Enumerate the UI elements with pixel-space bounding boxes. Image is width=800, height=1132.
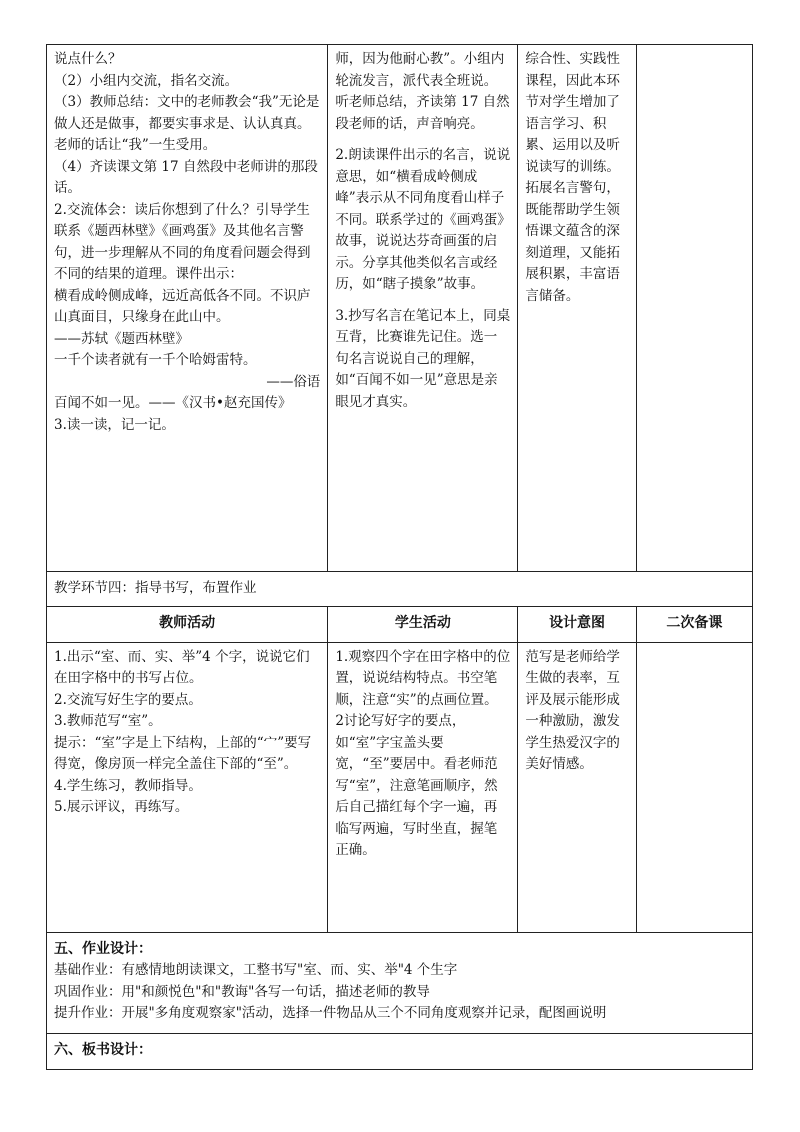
intent-text: 范写是老师给学生做的表率，互评及展示能形成一种激励，激发学生热爱汉字的美好情感。 — [525, 648, 620, 772]
student-text: 3.抄写名言在笔记本上，同桌互背，比赛谁先记住。选一句名言说说自己的理解，如“百闻不如一见”意思是亲眼见才真实。 — [335, 307, 511, 410]
teacher-text: 4.学生练习，教师指导。 — [54, 777, 202, 794]
table-header-row — [47, 606, 753, 642]
teacher-text: 5.展示评议，再练写。 — [54, 799, 189, 815]
header-teacher: 教师活动 — [47, 606, 328, 642]
design-intent-cell — [518, 45, 636, 572]
board-design-title: 六、板书设计： — [54, 1041, 152, 1058]
board-design-row — [47, 1033, 753, 1070]
student-text: 1.观察四个字在田字格中的位置，说说结构特点。书空笔顺，注意“实”的点画位置。 — [335, 648, 511, 708]
homework-basic: 基础作业：有感情地朗读课文，工整书写"室、而、实、举"4 个生字 — [54, 962, 458, 978]
student-activity-cell — [328, 642, 518, 932]
homework-consolidate: 巩固作业：用"和颜悦色"和"教诲"各写一句话，描述老师的教导 — [54, 983, 430, 1000]
teacher-text: 3.读一读，记一记。 — [54, 416, 175, 433]
student-activity-cell — [328, 45, 518, 572]
section-three-continued-row — [47, 45, 753, 572]
header-student: 学生活动 — [328, 606, 518, 642]
second-prep-cell — [636, 642, 752, 932]
teacher-activity-cell — [47, 642, 328, 932]
lesson-plan-table — [46, 44, 753, 1070]
header-intent: 设计意图 — [518, 606, 636, 642]
section-four-title-row — [47, 572, 753, 607]
homework-row — [47, 932, 753, 1033]
teacher-text: 2.交流写好生字的要点。 — [54, 691, 202, 708]
teacher-text: 2.交流体会：读后你想到了什么？引导学生联系《题西林壁》《画鸡蛋》及其他名言警句，进一步理解从不同的角度看问题会得到不同的结果的道理。课件出示： — [54, 201, 311, 282]
teacher-activity-cell — [47, 45, 328, 572]
student-text: 2.朗读课件出示的名言，说说意思，如“横看成岭侧成峰”表示从不同角度看山样子不同。联系学过的《画鸡蛋》故事，说说达芬奇画蛋的启示。分享其他类似名言或经历，如“瞎子摸象”故事。 — [335, 147, 511, 292]
quote-source: ——苏轼《题西林壁》 — [54, 330, 189, 347]
teacher-text: 1.出示“室、而、实、举”4 个字，说说它们在田字格中的书写占位。 — [54, 648, 310, 686]
second-prep-cell — [636, 45, 752, 572]
teacher-text: （2）小组内交流，指名交流。 — [54, 72, 239, 89]
homework-cell — [47, 932, 753, 1033]
header-backup: 二次备课 — [636, 606, 752, 642]
section-four-title-cell — [47, 572, 753, 607]
teacher-text: 说点什么？ — [54, 51, 122, 67]
teacher-text: 提示：“室”字是上下结构，上部的“宀”要写得宽，像房顶一样完全盖住下部的“至”。 — [54, 734, 312, 772]
board-design-cell — [47, 1033, 753, 1070]
teacher-text: 3.教师范写“室”。 — [54, 713, 162, 729]
student-text: 2讨论写好字的要点，如“室”字宝盖头要宽，“至”要居中。看老师范写“室”，注意笔画顺序，然后自己描红每个字一遍，再临写两遍，写时坐直，握笔正确。 — [335, 713, 498, 858]
quote-text: 一千个读者就有一千个哈姆雷特。 — [54, 352, 257, 368]
section-four-row — [47, 642, 753, 932]
design-intent-cell — [518, 642, 636, 932]
homework-advanced: 提升作业：开展"多角度观察家"活动，选择一件物品从三个不同角度观察并记录，配图画说明 — [54, 1005, 607, 1021]
quote-text: 百闻不如一见。——《汉书•赵充国传》 — [54, 395, 292, 411]
teacher-text: （4）齐读课文第 17 自然段中老师讲的那段话。 — [54, 158, 318, 196]
intent-text: 综合性、实践性课程，因此本环节对学生增加了语言学习、积累、运用以及听说读写的训练。拓展名言警句，既能帮助学生领悟课文蕴含的深刻道理，又能拓展积累，丰富语言储备。 — [525, 51, 620, 304]
section-four-title: 教学环节四：指导书写，布置作业 — [54, 580, 257, 596]
lesson-plan-page — [46, 44, 753, 1070]
quote-source: ——俗语 — [266, 373, 321, 390]
homework-title: 五、作业设计： — [54, 940, 152, 957]
student-text: 师，因为他耐心教”。小组内轮流发言，派代表全班说。听老师总结，齐读第 17 自然段老师的话，声音响亮。 — [335, 51, 510, 132]
teacher-text: （3）教师总结：文中的老师教会“我”无论是做人还是做事，都要实事求是、认认真真。老师的话让“我”一生受用。 — [54, 94, 320, 153]
quote-text: 横看成岭侧成峰，远近高低各不同。不识庐山真面目，只缘身在此山中。 — [54, 287, 311, 325]
